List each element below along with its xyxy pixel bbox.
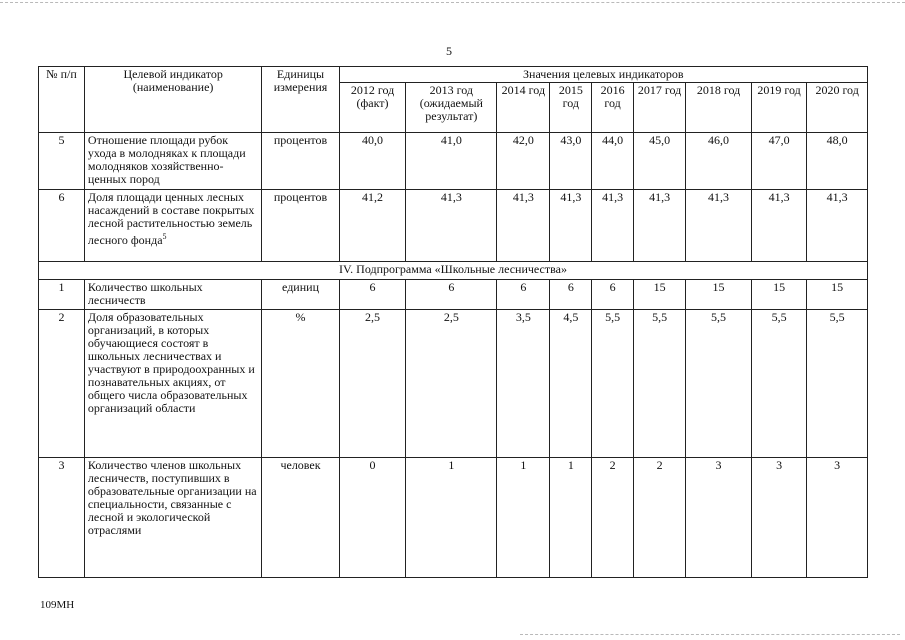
- value-cell: 3: [751, 458, 806, 578]
- value-cell: 5,5: [751, 310, 806, 458]
- unit-cell: единиц: [262, 280, 339, 310]
- value-cell: 3: [686, 458, 752, 578]
- indicator-name-cell: [84, 190, 261, 262]
- header-year: 2012 год (факт): [339, 83, 406, 133]
- value-cell: 42,0: [497, 133, 550, 190]
- section-row: [39, 262, 868, 280]
- header-year: 2019 год: [751, 83, 806, 133]
- indicator-name: Количество школьных лесничеств: [84, 280, 261, 310]
- value-cell: 43,0: [550, 133, 592, 190]
- value-cell: 48,0: [807, 133, 868, 190]
- value-cell: 6: [592, 280, 634, 310]
- value-cell: 46,0: [686, 133, 752, 190]
- table-row: [39, 133, 868, 190]
- indicator-name: Количество членов школьных лесничеств, поступивших в образовательные организации на специальности, связанные с лесной и экологической отраслями: [84, 458, 261, 578]
- value-cell: 2,5: [406, 310, 497, 458]
- value-cell: 15: [686, 280, 752, 310]
- value-cell: 47,0: [751, 133, 806, 190]
- value-cell: 41,3: [686, 190, 752, 262]
- header-year: 2016 год: [592, 83, 634, 133]
- unit-cell: процентов: [262, 133, 339, 190]
- header-year: 2017 год: [633, 83, 685, 133]
- value-cell: 1: [406, 458, 497, 578]
- row-num: 6: [39, 190, 85, 262]
- value-cell: 15: [633, 280, 685, 310]
- value-cell: 41,3: [751, 190, 806, 262]
- value-cell: 41,3: [497, 190, 550, 262]
- unit-cell: человек: [262, 458, 339, 578]
- indicator-name: Отношение площади рубок ухода в молодняках к площади молодняков хозяйственно-ценных пород: [84, 133, 261, 190]
- value-cell: 41,3: [633, 190, 685, 262]
- value-cell: 45,0: [633, 133, 685, 190]
- row-num: 2: [39, 310, 85, 458]
- header-indicator: Целевой индикатор (наименование): [84, 67, 261, 133]
- row-num: 3: [39, 458, 85, 578]
- footnote-mark: 5: [162, 232, 167, 241]
- unit-cell: процентов: [262, 190, 339, 262]
- header-units: Единицы измерения: [262, 67, 339, 133]
- value-cell: 41,3: [592, 190, 634, 262]
- value-cell: 41,3: [807, 190, 868, 262]
- value-cell: 15: [751, 280, 806, 310]
- value-cell: 1: [497, 458, 550, 578]
- value-cell: 40,0: [339, 133, 406, 190]
- value-cell: 41,0: [406, 133, 497, 190]
- indicator-name: Доля образовательных организаций, в которых обучающиеся состоят в школьных лесничествах и участвуют в природоохранных и познавательных акциях, от общего числа образовательных организаций области: [84, 310, 261, 458]
- table-row: [39, 310, 868, 458]
- row-num: 5: [39, 133, 85, 190]
- indicator-name: Доля площади ценных лесных насаждений в составе покрытых лесной растительностью земель лесного фонда: [87, 190, 255, 247]
- value-cell: 3,5: [497, 310, 550, 458]
- header-year: 2018 год: [686, 83, 752, 133]
- value-cell: 6: [550, 280, 592, 310]
- footer-document-code: 109МН: [40, 599, 75, 611]
- value-cell: 6: [406, 280, 497, 310]
- scan-top-edge: [0, 2, 905, 3]
- value-cell: 1: [550, 458, 592, 578]
- row-num: 1: [39, 280, 85, 310]
- value-cell: 41,3: [550, 190, 592, 262]
- value-cell: 5,5: [807, 310, 868, 458]
- table-row: [39, 458, 868, 578]
- value-cell: 41,3: [406, 190, 497, 262]
- header-year: 2014 год: [497, 83, 550, 133]
- header-num: № п/п: [39, 67, 85, 133]
- value-cell: 5,5: [633, 310, 685, 458]
- section-title: IV. Подпрограмма «Школьные лесничества»: [39, 262, 868, 280]
- header-year: 2013 год (ожидаемый результат): [406, 83, 497, 133]
- value-cell: 44,0: [592, 133, 634, 190]
- table-row: [39, 190, 868, 262]
- unit-cell: %: [262, 310, 339, 458]
- value-cell: 6: [497, 280, 550, 310]
- page-number: 5: [446, 44, 452, 58]
- value-cell: 4,5: [550, 310, 592, 458]
- value-cell: 2: [592, 458, 634, 578]
- header-year: 2020 год: [807, 83, 868, 133]
- value-cell: 6: [339, 280, 406, 310]
- header-values-group: Значения целевых индикаторов: [339, 67, 867, 83]
- value-cell: 3: [807, 458, 868, 578]
- value-cell: 2: [633, 458, 685, 578]
- value-cell: 41,2: [339, 190, 406, 262]
- value-cell: 5,5: [686, 310, 752, 458]
- indicator-table: [38, 66, 868, 578]
- table-row: [39, 280, 868, 310]
- value-cell: 5,5: [592, 310, 634, 458]
- scan-bottom-edge: [520, 634, 900, 635]
- value-cell: 2,5: [339, 310, 406, 458]
- value-cell: 15: [807, 280, 868, 310]
- value-cell: 0: [339, 458, 406, 578]
- header-year: 2015 год: [550, 83, 592, 133]
